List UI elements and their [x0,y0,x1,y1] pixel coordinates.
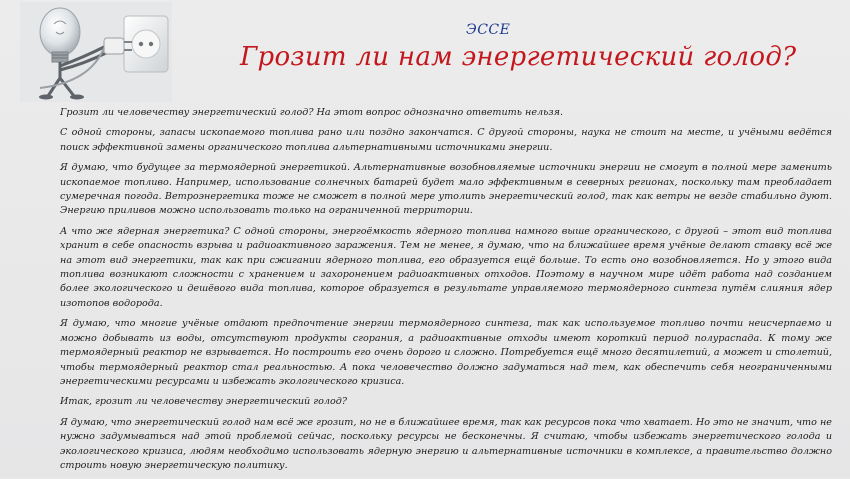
paragraph: Я думаю, что энергетический голод нам всё же грозит, но не в ближайшее время, так как ресурсов пока что хватает. Но это не значит, что не нужно задумываться над этой проблемой сейчас, поскольку ресурсы не бесконечны. Я считаю, чтобы избежать энергетического голода и экологического кризиса, людям необходимо использовать ядерную энергию и альтернативные источники в комплексе, а правительство должно строить новую энергетическую политику. [60,416,832,471]
lightbulb-man-plugging-into-socket-icon [20,2,172,102]
paragraph: Я думаю, что будущее за термоядерной энергетикой. Альтернативные возобновляемые источники энергии не смогут в полной мере заменить ископаемое топливо. Например, использование солнечных батарей будет мало эффективным в северных регионах, поскольку там преобладает сумеречная погода. Ветроэнергетика тоже не сможет в полной мере утолить энергетический голод, так как ветры не везде стабильно дуют. Энергию приливов можно использовать только на ограниченной территории. [60,162,832,217]
paragraph: Итак, грозит ли человечеству энергетический голод? [60,396,347,408]
essay-label: ЭССЕ [466,22,511,38]
essay-body [60,106,832,479]
paragraph: А что же ядерная энергетика? С одной стороны, энергоёмкость ядерного топлива намного выше органического, с другой – этот вид топлива хранит в себе опасность взрыва и радиоактивного заражения. Тем не менее, я думаю, что на ближайшее время учёные делают ставку всё же на этот вид энергетики, так как при сжигании ядерного топлива, его образуется ещё больше. То есть оно возобновляется. Но у этого вида топлива возникают сложности с хранением и захоронением радиоактивных отходов. Поэтому в научном мире идёт работа над созданием более экологического и дешёвого вида топлива, которое образуется в результате управляемого термоядерного синтеза путём слияния ядер изотопов водорода. [60,225,832,309]
paragraph: Грозит ли человечеству энергетический голод? На этот вопрос однозначно ответить нельзя. [60,107,564,118]
page-title: Грозит ли нам энергетический голод? [240,42,797,72]
paragraph: Я думаю, что многие учёные отдают предпочтение энергии термоядерного синтеза, так как используемое топливо почти неисчерпаемо и можно добывать из воды, отсутствуют продукты сгорания, а радиоактивные отходы имеют короткий период полураспада. К тому же термоядерный реактор не взрывается. Но построить его очень дорого и сложно. Потребуется ещё много десятилетий, а может и столетий, чтобы термоядерный реактор стал реальностью. А пока человечество должно задуматься над тем, как обеспечить себя неограниченными энергетическими ресурсами и избежать экологического кризиса. [60,318,832,387]
paragraph: С одной стороны, запасы ископаемого топлива рано или поздно закончатся. С другой стороны, наука не стоит на месте, и учёными ведётся поиск эффективной замены органического топлива альтернативными источниками энергии. [60,127,832,153]
